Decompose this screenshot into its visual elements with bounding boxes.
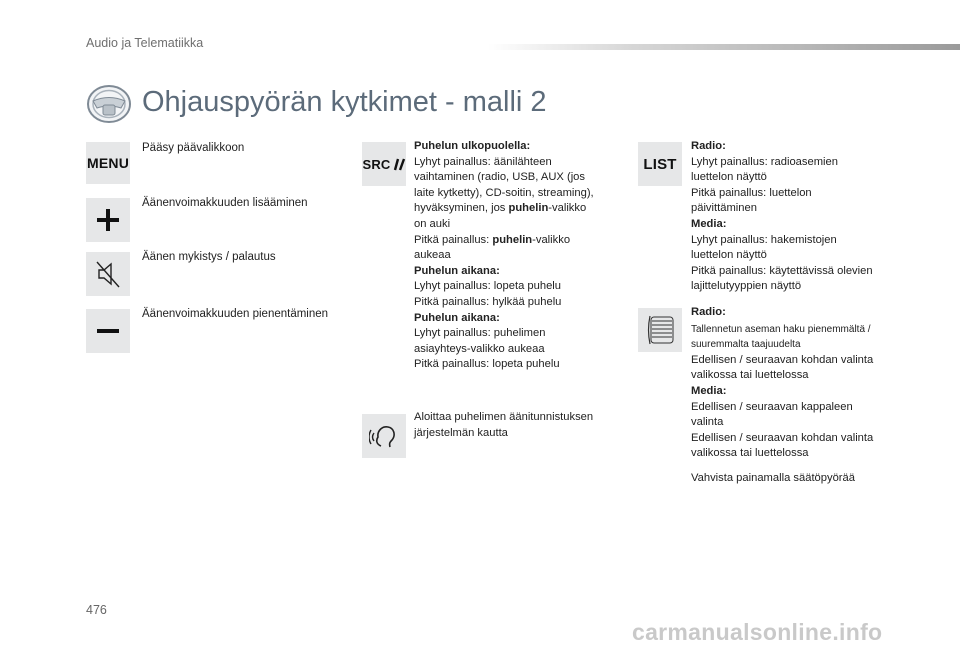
wheel-heading-radio: Radio: xyxy=(691,306,726,318)
steering-wheel-icon xyxy=(86,84,132,124)
phone-slash-icon xyxy=(392,157,406,171)
src-line: Lyhyt painallus: puhelimen xyxy=(414,327,546,340)
wheel-line: valinta xyxy=(691,416,724,429)
voice-command-icon xyxy=(362,414,406,458)
mute-icon xyxy=(86,252,130,296)
list-line: luettelon näyttö xyxy=(691,249,767,262)
minus-icon xyxy=(86,309,130,353)
mute-label: Äänen mykistys / palautus xyxy=(142,251,276,263)
wheel-line: Tallennetun aseman haku pienemmältä / xyxy=(691,323,871,335)
list-heading-media: Media: xyxy=(691,217,727,230)
watermark: carmanualsonline.info xyxy=(632,619,883,645)
src-line: hyväksyminen, jos puhelin-valikko xyxy=(414,202,587,215)
section-title: Audio ja Telematiikka xyxy=(86,36,204,50)
src-icon-text: SRC xyxy=(362,156,391,172)
list-icon-text: LIST xyxy=(643,155,677,173)
wheel-confirm-line: Vahvista painamalla säätöpyörää xyxy=(691,471,855,484)
src-line: Pitkä painallus: puhelin-valikko xyxy=(414,233,571,246)
list-line: Pitkä painallus: käytettävissä olevien xyxy=(691,264,873,277)
src-heading-3: Puhelun aikana: xyxy=(414,311,500,324)
src-line: on auki xyxy=(414,217,451,230)
page-number: 476 xyxy=(86,603,107,617)
src-line: laite kytketty), CD-soitin, streaming), xyxy=(414,186,594,199)
voice-line: Aloittaa puhelimen äänitunnistuksen xyxy=(414,411,594,423)
src-heading-1: Puhelun ulkopuolella: xyxy=(414,140,531,152)
list-button-icon xyxy=(638,142,682,186)
wheel-line: suuremmalta taajuudelta xyxy=(691,339,801,351)
src-line: Pitkä painallus: lopeta puhelu xyxy=(414,358,560,371)
list-description xyxy=(691,139,911,295)
header-gradient-bar xyxy=(488,44,960,50)
wheel-line: valikossa tai luettelossa xyxy=(691,369,809,382)
list-line: päivittäminen xyxy=(691,202,757,215)
src-line: vaihtaminen (radio, USB, AUX (jos xyxy=(414,171,585,184)
page-title: Ohjauspyörän kytkimet - malli 2 xyxy=(142,86,547,118)
src-line: Lyhyt painallus: lopeta puhelu xyxy=(414,280,561,293)
plus-icon xyxy=(86,198,130,242)
src-line: aukeaa xyxy=(414,249,451,262)
menu-icon-text: MENU xyxy=(86,155,130,171)
voice-line: järjestelmän kautta xyxy=(414,426,508,439)
list-line: luettelon näyttö xyxy=(691,171,767,184)
volume-down-label: Äänenvoimakkuuden pienentäminen xyxy=(142,308,329,320)
list-line: Lyhyt painallus: hakemistojen xyxy=(691,233,837,246)
src-button-icon xyxy=(362,142,406,186)
list-heading-radio: Radio: xyxy=(691,140,726,152)
wheel-heading-media: Media: xyxy=(691,384,727,397)
thumbwheel-icon xyxy=(638,308,682,352)
wheel-line: Edellisen / seuraavan kohdan valinta xyxy=(691,431,874,444)
wheel-line: Edellisen / seuraavan kohdan valinta xyxy=(691,353,874,366)
menu-label: Pääsy päävalikkoon xyxy=(142,142,245,154)
list-line: lajittelutyyppien näyttö xyxy=(691,280,802,293)
volume-up-label: Äänenvoimakkuuden lisääminen xyxy=(142,197,308,209)
src-line: asiayhteys-valikko aukeaa xyxy=(414,342,545,355)
menu-button-icon xyxy=(86,142,130,184)
list-line: Pitkä painallus: luettelon xyxy=(691,186,812,199)
src-description xyxy=(414,139,624,373)
wheel-line: valikossa tai luettelossa xyxy=(691,447,809,460)
list-line: Lyhyt painallus: radioasemien xyxy=(691,155,838,168)
src-line: Pitkä painallus: hylkää puhelu xyxy=(414,295,562,308)
wheel-description xyxy=(691,305,911,487)
src-line: Lyhyt painallus: äänilähteen xyxy=(414,155,552,168)
wheel-line: Edellisen / seuraavan kappaleen xyxy=(691,400,853,413)
voice-description xyxy=(414,410,624,441)
src-heading-2: Puhelun aikana: xyxy=(414,264,500,277)
